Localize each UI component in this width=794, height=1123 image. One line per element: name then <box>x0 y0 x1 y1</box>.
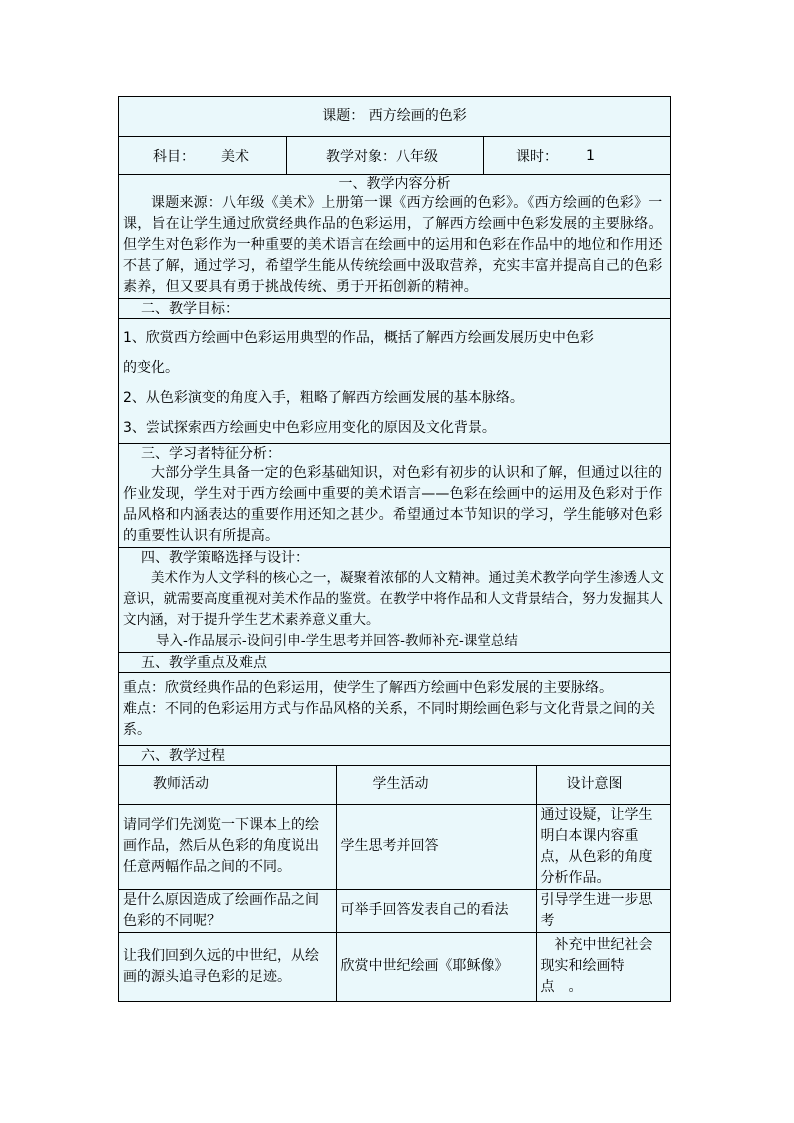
audience-cell <box>287 137 484 174</box>
subject-cell <box>119 137 287 174</box>
header-design-intent: 设计意图 <box>536 766 670 804</box>
teacher-activity-cell: 是什么原因造成了绘画作品之间色彩的不同呢？ <box>119 889 336 932</box>
lesson-title: 课题： 西方绘画的色彩 <box>322 108 467 124</box>
period-label: 课时： <box>516 148 558 165</box>
subject-value: 美术 <box>221 148 249 165</box>
teacher-activity-cell: 让我们回到久远的中世纪，从绘画的源头追寻色彩的足迹。 <box>119 932 336 1001</box>
section-6-heading: 六、教学过程 <box>119 745 670 765</box>
section-4-flow: 导入-作品展示-设问引申-学生思考并回答-教师补充-课堂总结 <box>156 633 518 649</box>
section-4-heading: 四、教学策略选择与设计： <box>119 547 670 567</box>
section-2-goals <box>119 318 670 443</box>
lesson-meta-row <box>119 136 670 174</box>
student-activity-cell: 欣赏中世纪绘画《耶稣像》 <box>336 932 536 1001</box>
table-row <box>119 932 670 1001</box>
section-4-body <box>119 567 670 631</box>
lesson-plan-document <box>118 96 671 1002</box>
teacher-activity-cell: 请同学们先浏览一下课本上的绘画作品，然后从色彩的角度说出任意两幅作品之间的不同。 <box>119 804 336 889</box>
goal-3: 3、尝试探索西方绘画史中色彩应用变化的原因及文化背景。 <box>123 420 496 436</box>
student-activity-cell: 可举手回答发表自己的看法 <box>336 889 536 932</box>
section-2-heading: 二、教学目标： <box>119 298 670 318</box>
process-header-row <box>119 766 670 804</box>
period-value: 1 <box>586 147 595 164</box>
section-4-text: 美术作为人文学科的核心之一，凝聚着浓郁的人文精神。通过美术教学向学生渗透人文意识，就需要高度重视对美术作品的鉴赏。在教学中将作品和人文背景结合，努力发掘其人文内涵，对于提升学生艺术素养意义重大。 <box>123 570 664 628</box>
table-row <box>119 889 670 932</box>
section-3-heading: 三、学习者特征分析： <box>119 443 670 463</box>
section-1-text: 课题来源：八年级《美术》上册第一课《西方绘画的色彩》。《西方绘画的色彩》一课，旨在让学生通过欣赏经典作品的色彩运用，了解西方绘画中色彩发展的主要脉络。但学生对色彩作为一种重要的美术语言在绘画中的运用和色彩在作品中的地位和作用还不甚了解，通过学习，希望学生能从传统绘画中汲取营养，充实丰富并提高自己的色彩素养，但又要具有勇于挑战传统、勇于开拓创新的精神。 <box>123 195 663 295</box>
audience-text: 教学对象：八年级 <box>326 148 438 165</box>
student-activity-cell: 学生思考并回答 <box>336 804 536 889</box>
process-table <box>119 766 670 1001</box>
section-5-body <box>119 672 670 745</box>
goal-1-continued: 的变化。 <box>123 360 179 376</box>
goal-1: 1、欣赏西方绘画中色彩运用典型的作品，概括了解西方绘画发展历史中色彩 <box>123 330 594 346</box>
section-3-text: 大部分学生具备一定的色彩基础知识，对色彩有初步的认识和了解，但通过以往的作业发现，学生对于西方绘画中重要的美术语言——色彩在绘画中的运用及色彩对于作品风格和内涵表达的重要作用还知之甚少。希望通过本节知识的学习，学生能够对色彩的重要性认识有所提高。 <box>123 465 663 544</box>
design-intent-cell: 补充中世纪社会现实和绘画特点 。 <box>536 932 670 1001</box>
process-table-wrapper <box>119 765 670 1001</box>
header-teacher-activity: 教师活动 <box>119 766 336 804</box>
subject-label: 科目： <box>153 148 195 165</box>
header-student-activity: 学生活动 <box>336 766 536 804</box>
design-intent-cell: 通过设疑，让学生明白本课内容重点，从色彩的角度分析作品。 <box>536 804 670 889</box>
period-cell <box>484 137 670 174</box>
section-1-heading: 一、教学内容分析 <box>119 174 670 193</box>
difficulty: 难点：不同的色彩运用方式与作品风格的关系，不同时期绘画色彩与文化背景之间的关系。 <box>123 701 655 738</box>
goal-2: 2、从色彩演变的角度入手，粗略了解西方绘画发展的基本脉络。 <box>123 390 524 406</box>
table-row <box>119 804 670 889</box>
design-intent-cell: 引导学生进一步思考 <box>536 889 670 932</box>
key-point: 重点：欣赏经典作品的色彩运用，使学生了解西方绘画中色彩发展的主要脉络。 <box>123 680 613 696</box>
section-5-heading: 五、教学重点及难点 <box>119 652 670 672</box>
